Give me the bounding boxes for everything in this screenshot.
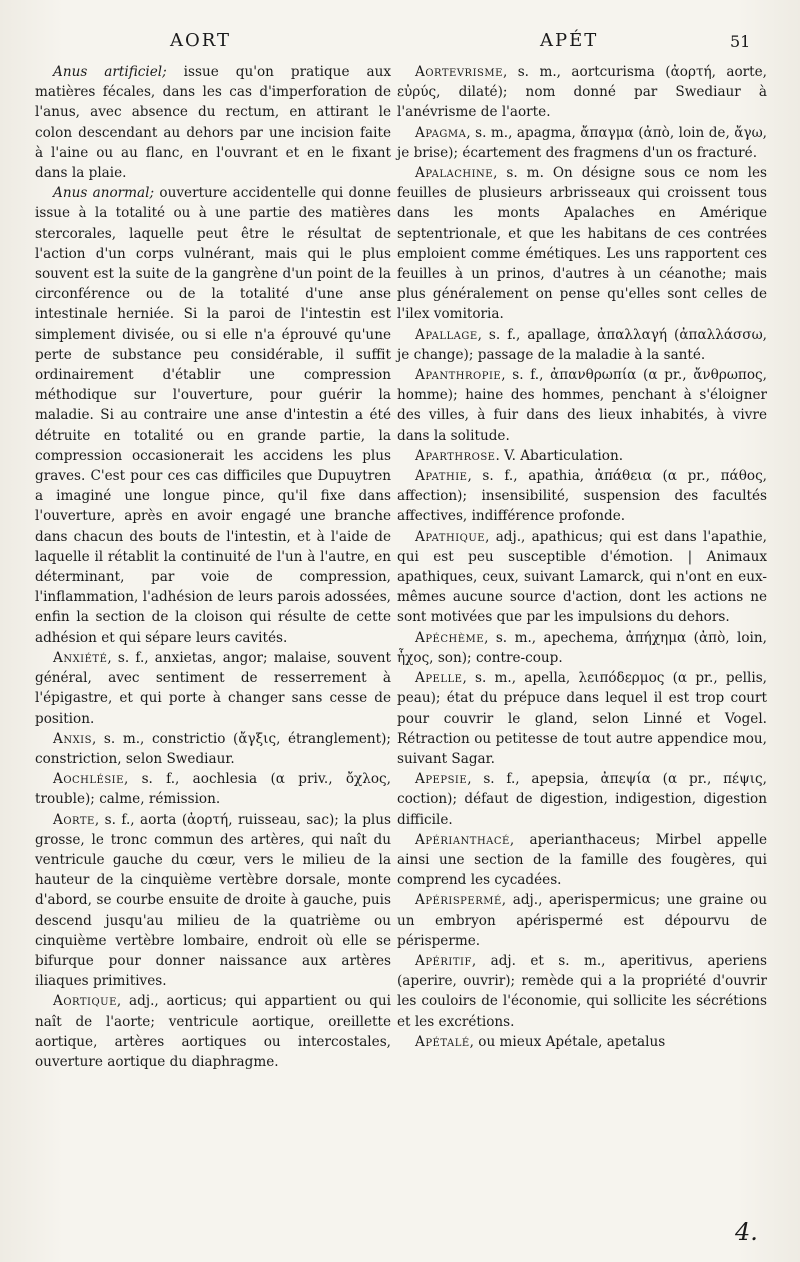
dictionary-entry <box>397 668 767 769</box>
entry-headword: Apérispermé <box>415 892 502 909</box>
entry-headword: Apepsie <box>415 771 468 788</box>
dictionary-entry <box>397 830 767 891</box>
entry-definition: . V. Abarticulation. <box>495 447 624 464</box>
dictionary-entry <box>35 991 391 1072</box>
entry-headword: Apérianthacé <box>415 831 510 848</box>
entry-definition: , s. f., ἀπανθρωπία (α pr., ἄνθρωπος, homme); haine des hommes, penchant à s'éloigner des villes, à fuir dans des lieux inhabités, à vivre dans la solitude. <box>397 367 767 444</box>
entry-headword: Aorte <box>53 811 95 828</box>
entry-headword: Apelle <box>415 670 463 687</box>
dictionary-entry <box>397 62 767 123</box>
dictionary-entry <box>397 325 767 365</box>
entry-headword: Apéchème <box>415 629 485 646</box>
dictionary-entry <box>397 163 767 325</box>
entry-headword: Aortique <box>53 993 117 1010</box>
right-column <box>397 62 767 1052</box>
entry-headword: Apagma <box>415 124 467 141</box>
entry-headword: Apanthropie <box>415 367 502 384</box>
entry-definition: , s. m., aortcurisma (ἀορτή, aorte, εὐρύς, dilaté); nom donné par Swediaur à l'anévrisme de l'aorte. <box>397 64 767 121</box>
entry-definition: , adj., apathicus; qui est dans l'apathie, qui est peu susceptible d'émotion. | Animaux apathiques, ceux, suivant Lamarck, qui n'ont en eux-mêmes aucune source d'action, dont les actions ne sont motivées que par les impulsions du dehors. <box>397 528 767 626</box>
entry-headword: Apétalé <box>415 1033 470 1050</box>
entry-headword: Anxis <box>53 730 92 747</box>
header-right-title: APÉT <box>540 30 599 51</box>
dictionary-entry <box>35 648 391 729</box>
dictionary-entry <box>397 466 767 527</box>
entry-headword: Apéritif <box>415 952 472 969</box>
dictionary-entry <box>35 810 391 992</box>
entry-definition: , s. m., apagma, ἄπαγμα (ἀπὸ, loin de, ἄγω, je brise); écartement des fragmens d'un os fracturé. <box>397 124 767 161</box>
dictionary-entry <box>397 628 767 668</box>
entry-definition: , aperianthaceus; Mirbel appelle ainsi une section de la famille des fougères, qui comprend les cycadées. <box>397 831 767 889</box>
entry-definition: , s. f., aorta (ἀορτή, ruisseau, sac); la plus grosse, le tronc commun des artères, qui naît du ventricule gauche du cœur, vers le milieu de la hauteur de la cinquième vertèbre dorsale, monte d'abord, se courbe ensuite de droite à gauche, puis descend jusqu'au milieu de la quatrième ou cinquième vertèbre lombaire, endroit où elle se bifurque pour donner naissance aux artères iliaques primitives. <box>35 811 391 990</box>
dictionary-entry <box>397 365 767 446</box>
entry-definition: , s. m., apechema, ἀπήχημα (ἀπὸ, loin, ἦχος, son); contre-coup. <box>397 629 767 666</box>
entry-definition: , s. m., constrictio (ἄγξις, étranglement); constriction, selon Swediaur. <box>35 730 391 767</box>
entry-definition: , s. f., apallage, ἀπαλλαγή (ἀπαλλάσσω, je change); passage de la maladie à la santé. <box>397 326 767 363</box>
entry-definition: , adj., aperispermicus; une graine ou un embryon apérispermé est dépourvu de périsperme. <box>397 892 767 949</box>
entry-headword: Aochlésie <box>53 771 124 788</box>
entry-definition: , adj., aorticus; qui appartient ou qui naît de l'aorte; ventricule aortique, oreillette aortique, artères aortiques ou intercostales, ouverture aortique du diaphragme. <box>35 993 391 1070</box>
entry-headword: Apathique <box>415 528 486 545</box>
running-header <box>0 30 800 60</box>
dictionary-entry <box>397 446 767 466</box>
entry-headword: Aparthrose <box>415 447 496 464</box>
header-left-title: AORT <box>170 30 231 51</box>
signature-mark: 4. <box>735 1218 758 1246</box>
entry-definition: , adj. et s. m., aperitivus, aperiens (aperire, ouvrir); remède qui a la propriété d'ouvrir les couloirs de l'économie, qui sollicite les sécrétions et les excrétions. <box>397 952 767 1030</box>
dictionary-entry <box>35 62 391 183</box>
page-number: 51 <box>730 32 751 51</box>
left-column <box>35 62 391 1072</box>
dictionary-entry <box>397 769 767 830</box>
dictionary-entry <box>35 729 391 769</box>
dictionary-entry <box>35 183 391 648</box>
entry-definition: issue qu'on pratique aux matières fécales, dans les cas d'imperforation de l'anus, avec absence du rectum, en attirant le colon descendant au dehors par une incision faite à l'aine ou au flanc, en l'ouvrant et en le fixant dans la plaie. <box>35 64 391 182</box>
entry-definition: , s. f., anxietas, angor; malaise, souvent général, avec sentiment de resserrement à l'épigastre, et qui porte à changer sans cesse de position. <box>35 649 391 727</box>
dictionary-entry <box>397 890 767 951</box>
dictionary-entry <box>397 123 767 163</box>
entry-headword: Apalachine <box>415 165 494 182</box>
entry-definition: , s. f., apathia, ἀπάθεια (α pr., πάθος, affection); insensibilité, suspension des facultés affectives, indifférence profonde. <box>397 468 767 525</box>
entry-definition: ouverture accidentelle qui donne issue à la totalité ou à une partie des matières stercorales, laquelle peut être le résultat de l'action d'un corps vulnérant, mais qui le plus souvent est la suite de la gangrène d'un point de la circonférence ou de la totalité d'une anse intestinale herniée. Si la paroi de l'intestin est simplement divisée, ou si elle n'a éprouvé qu'une perte de substance peu considérable, il suffit ordinairement d'établir une compression méthodique sur l'ouverture, pour guérir la maladie. Si au contraire une anse d'intestin a été détruite en totalité ou en grande partie, la compression occasionerait les accidens les plus graves. C'est pour ces cas difficiles que Dupuytren a imaginé une longue pince, qu'il fixe dans l'ouverture, après en avoir engagé une branche dans chacun des bouts de l'intestin, et à l'aide de laquelle il rétablit la continuité de l'un à l'autre, en déterminant, par voie de compression, l'inflammation, l'adhésion de leurs parois adossées, enfin la section de la cloison qui résulte de cette adhésion et qui sépare leurs cavités. <box>35 185 391 646</box>
entry-definition: , s. m., apella, λειπόδερμος (α pr., pellis, peau); état du prépuce dans lequel il est trop court pour couvrir le gland, selon Linné et Vogel. Rétraction ou petitesse de tout autre appendice mou, suivant Sagar. <box>397 670 767 767</box>
entry-italic-term: Anus artificiel; <box>53 64 167 80</box>
entry-headword: Anxiété <box>53 649 108 666</box>
entry-definition: , s. f., aochlesia (α priv., ὄχλος, trouble); calme, rémission. <box>35 771 391 808</box>
entry-headword: Apathie <box>415 468 468 485</box>
entry-definition: , s. f., apepsia, ἀπεψία (α pr., πέψις, coction); défaut de digestion, indigestion, digestion difficile. <box>397 771 767 828</box>
dictionary-entry <box>397 1032 767 1052</box>
dictionary-entry <box>397 527 767 628</box>
dictionary-entry <box>397 951 767 1032</box>
entry-definition: , ou mieux Apétale, apetalus <box>469 1033 666 1050</box>
dictionary-entry <box>35 769 391 809</box>
entry-headword: Aortevrisme <box>415 64 503 80</box>
entry-italic-term: Anus anormal; <box>53 185 155 202</box>
entry-definition: , s. m. On désigne sous ce nom les feuilles de plusieurs arbrisseaux qui croissent tous dans les monts Apalaches en Amérique septentrionale, et que les habitans de ces contrées emploient comme émétiques. Les uns rapportent ces feuilles à un prinos, d'autres à un céanothe; mais plus généralement on pense qu'elles sont celles de l'ilex vomitoria. <box>397 165 767 323</box>
entry-headword: Apallage <box>415 326 478 343</box>
